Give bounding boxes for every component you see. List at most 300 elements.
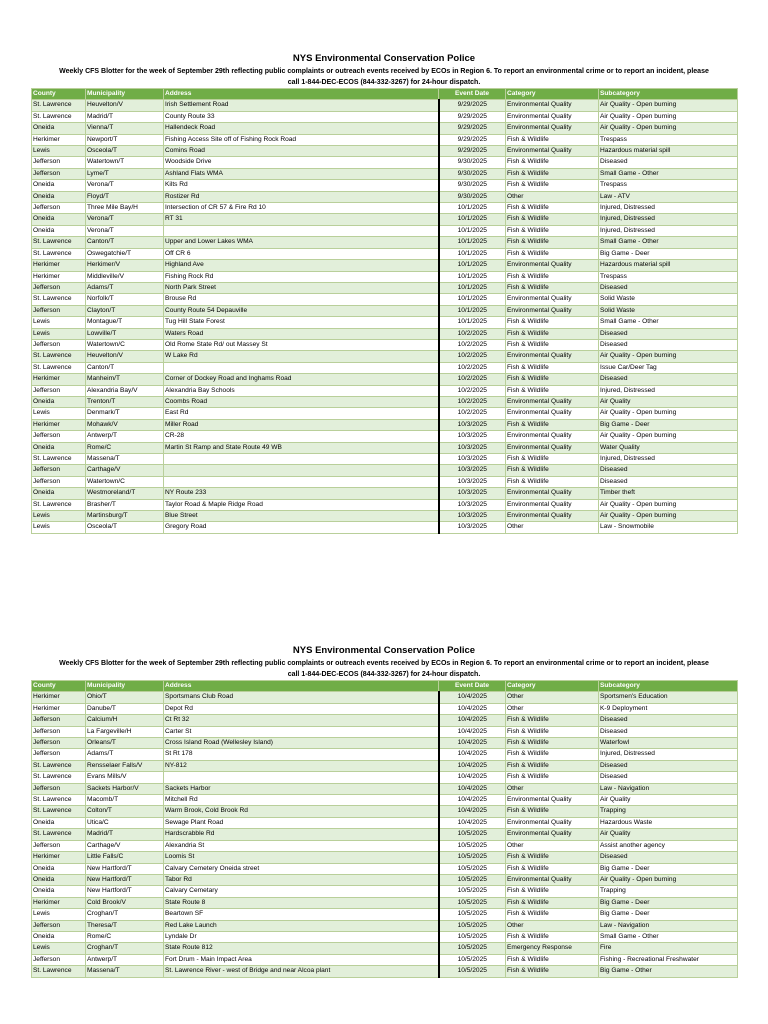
- subcategory-cell: Trespass: [599, 134, 738, 145]
- county-cell: St. Lawrence: [32, 829, 86, 840]
- event-date-cell: 10/4/2025: [439, 749, 506, 760]
- table-row: [32, 840, 738, 851]
- category-cell: Fish & Wildlife: [506, 168, 599, 179]
- address-cell: Taylor Road & Maple Ridge Road: [164, 499, 439, 510]
- table-row: [32, 123, 738, 134]
- table-row: [32, 134, 738, 145]
- event-date-cell: 9/29/2025: [439, 100, 506, 111]
- address-cell: Blue Street: [164, 511, 439, 522]
- table-row: [32, 146, 738, 157]
- table-row: [32, 499, 738, 510]
- category-cell: Fish & Wildlife: [506, 385, 599, 396]
- event-date-cell: 10/3/2025: [439, 431, 506, 442]
- category-cell: Environmental Quality: [506, 396, 599, 407]
- event-date-cell: 10/4/2025: [439, 692, 506, 703]
- municipality-cell: Madrid/T: [86, 829, 164, 840]
- subcategory-cell: Air Quality: [599, 795, 738, 806]
- county-cell: Herkimer: [32, 703, 86, 714]
- event-date-cell: 10/3/2025: [439, 454, 506, 465]
- category-cell: Fish & Wildlife: [506, 419, 599, 430]
- event-date-cell: 10/3/2025: [439, 511, 506, 522]
- event-date-cell: 10/5/2025: [439, 920, 506, 931]
- event-date-cell: 10/4/2025: [439, 760, 506, 771]
- event-date-cell: 10/4/2025: [439, 783, 506, 794]
- table-row: [32, 328, 738, 339]
- county-cell: Jefferson: [32, 954, 86, 965]
- municipality-cell: Little Falls/C: [86, 852, 164, 863]
- county-cell: Jefferson: [32, 726, 86, 737]
- subcategory-cell: Diseased: [599, 852, 738, 863]
- subcategory-cell: Air Quality: [599, 829, 738, 840]
- category-cell: Fish & Wildlife: [506, 760, 599, 771]
- county-cell: Jefferson: [32, 305, 86, 316]
- event-date-cell: 10/5/2025: [439, 829, 506, 840]
- subcategory-cell: Diseased: [599, 374, 738, 385]
- table-row: [32, 476, 738, 487]
- county-cell: Oneida: [32, 886, 86, 897]
- category-cell: Fish & Wildlife: [506, 738, 599, 749]
- event-date-cell: 10/1/2025: [439, 271, 506, 282]
- address-cell: [164, 465, 439, 476]
- address-cell: Fort Drum - Main Impact Area: [164, 954, 439, 965]
- subcategory-cell: Issue Car/Deer Tag: [599, 362, 738, 373]
- event-date-cell: 10/1/2025: [439, 214, 506, 225]
- subcategory-cell: Air Quality - Open burning: [599, 351, 738, 362]
- category-cell: Fish & Wildlife: [506, 454, 599, 465]
- category-cell: Environmental Quality: [506, 408, 599, 419]
- table-row: [32, 385, 738, 396]
- blotter-page-2: [31, 645, 737, 978]
- address-cell: Cross Island Road (Wellesley Island): [164, 738, 439, 749]
- event-date-cell: 10/1/2025: [439, 225, 506, 236]
- municipality-cell: New Hartford/T: [86, 863, 164, 874]
- county-cell: Herkimer: [32, 692, 86, 703]
- subcategory-cell: Assist another agency: [599, 840, 738, 851]
- category-cell: Fish & Wildlife: [506, 271, 599, 282]
- subcategory-cell: Injured, Distressed: [599, 749, 738, 760]
- county-cell: Lewis: [32, 943, 86, 954]
- subcategory-cell: Diseased: [599, 772, 738, 783]
- subcategory-cell: Small Game - Other: [599, 931, 738, 942]
- event-date-cell: 10/3/2025: [439, 465, 506, 476]
- event-date-cell: 10/2/2025: [439, 351, 506, 362]
- category-cell: Fish & Wildlife: [506, 954, 599, 965]
- event-date-cell: 10/4/2025: [439, 772, 506, 783]
- county-cell: Oneida: [32, 488, 86, 499]
- subcategory-cell: Small Game - Other: [599, 237, 738, 248]
- event-date-cell: 10/2/2025: [439, 362, 506, 373]
- blotter-page-1: [31, 53, 737, 534]
- table-row: [32, 920, 738, 931]
- municipality-cell: Montague/T: [86, 317, 164, 328]
- category-cell: Other: [506, 783, 599, 794]
- category-cell: Fish & Wildlife: [506, 214, 599, 225]
- address-cell: [164, 772, 439, 783]
- address-cell: [164, 454, 439, 465]
- category-cell: Fish & Wildlife: [506, 282, 599, 293]
- municipality-cell: Danube/T: [86, 703, 164, 714]
- table-row: [32, 738, 738, 749]
- category-cell: Other: [506, 920, 599, 931]
- county-cell: Oneida: [32, 863, 86, 874]
- address-cell: East Rd: [164, 408, 439, 419]
- address-cell: St. Lawrence River - west of Bridge and near Alcoa plant: [164, 966, 439, 977]
- municipality-cell: Clayton/T: [86, 305, 164, 316]
- event-date-cell: 9/29/2025: [439, 134, 506, 145]
- table-row: [32, 817, 738, 828]
- county-cell: Jefferson: [32, 282, 86, 293]
- column-header-category: Category: [506, 681, 599, 692]
- table-row: [32, 362, 738, 373]
- event-date-cell: 10/1/2025: [439, 248, 506, 259]
- municipality-cell: Ohio/T: [86, 692, 164, 703]
- subcategory-cell: Solid Waste: [599, 294, 738, 305]
- address-cell: [164, 476, 439, 487]
- address-cell: Corner of Dockey Road and Inghams Road: [164, 374, 439, 385]
- column-header-category: Category: [506, 89, 599, 100]
- event-date-cell: 10/4/2025: [439, 795, 506, 806]
- county-cell: Herkimer: [32, 852, 86, 863]
- category-cell: Environmental Quality: [506, 511, 599, 522]
- event-date-cell: 10/5/2025: [439, 954, 506, 965]
- subcategory-cell: Sportsmen's Education: [599, 692, 738, 703]
- table-row: [32, 954, 738, 965]
- table-row: [32, 966, 738, 977]
- event-date-cell: 10/1/2025: [439, 294, 506, 305]
- address-cell: Sportsmans Club Road: [164, 692, 439, 703]
- county-cell: Oneida: [32, 396, 86, 407]
- category-cell: Environmental Quality: [506, 488, 599, 499]
- county-cell: Jefferson: [32, 738, 86, 749]
- subcategory-cell: Air Quality - Open burning: [599, 408, 738, 419]
- subcategory-cell: Law - Navigation: [599, 920, 738, 931]
- county-cell: St. Lawrence: [32, 237, 86, 248]
- municipality-cell: Middleville/V: [86, 271, 164, 282]
- address-cell: Sackets Harbor: [164, 783, 439, 794]
- municipality-cell: Colton/T: [86, 806, 164, 817]
- address-cell: Coombs Road: [164, 396, 439, 407]
- municipality-cell: Newport/T: [86, 134, 164, 145]
- column-header-subcategory: Subcategory: [599, 681, 738, 692]
- category-cell: Fish & Wildlife: [506, 476, 599, 487]
- county-cell: Lewis: [32, 146, 86, 157]
- page-subtitle: [31, 67, 737, 88]
- page-title: NYS Environmental Conservation Police: [292, 53, 476, 64]
- category-cell: Fish & Wildlife: [506, 806, 599, 817]
- municipality-cell: Alexandria Bay/V: [86, 385, 164, 396]
- address-cell: Mitchell Rd: [164, 795, 439, 806]
- address-cell: Calvary Cemetery Oneida street: [164, 863, 439, 874]
- table-row: [32, 874, 738, 885]
- category-cell: Fish & Wildlife: [506, 225, 599, 236]
- county-cell: Oneida: [32, 123, 86, 134]
- table-row: [32, 795, 738, 806]
- address-cell: Lyndale Dr: [164, 931, 439, 942]
- county-cell: Oneida: [32, 931, 86, 942]
- event-date-cell: 10/3/2025: [439, 442, 506, 453]
- category-cell: Fish & Wildlife: [506, 897, 599, 908]
- table-body: [32, 100, 738, 533]
- municipality-cell: Floyd/T: [86, 191, 164, 202]
- county-cell: Herkimer: [32, 260, 86, 271]
- event-date-cell: 10/5/2025: [439, 874, 506, 885]
- column-header-subcategory: Subcategory: [599, 89, 738, 100]
- county-cell: Jefferson: [32, 476, 86, 487]
- county-cell: Herkimer: [32, 897, 86, 908]
- county-cell: Lewis: [32, 511, 86, 522]
- address-cell: North Park Street: [164, 282, 439, 293]
- table-row: [32, 454, 738, 465]
- table-row: [32, 465, 738, 476]
- address-cell: Tabor Rd: [164, 874, 439, 885]
- county-cell: Herkimer: [32, 374, 86, 385]
- event-date-cell: 9/29/2025: [439, 111, 506, 122]
- address-cell: Depot Rd: [164, 703, 439, 714]
- category-cell: Environmental Quality: [506, 260, 599, 271]
- table-row: [32, 419, 738, 430]
- municipality-cell: Rensselaer Falls/V: [86, 760, 164, 771]
- category-cell: Environmental Quality: [506, 431, 599, 442]
- page-subtitle: [31, 659, 737, 680]
- address-cell: W Lake Rd: [164, 351, 439, 362]
- municipality-cell: Verona/T: [86, 225, 164, 236]
- event-date-cell: 10/1/2025: [439, 260, 506, 271]
- address-cell: County Route 33: [164, 111, 439, 122]
- address-cell: Comins Road: [164, 146, 439, 157]
- subcategory-cell: Diseased: [599, 465, 738, 476]
- category-cell: Environmental Quality: [506, 294, 599, 305]
- subcategory-cell: Timber theft: [599, 488, 738, 499]
- table-row: [32, 715, 738, 726]
- county-cell: Oneida: [32, 874, 86, 885]
- table-row: [32, 339, 738, 350]
- subcategory-cell: Injured, Distressed: [599, 454, 738, 465]
- municipality-cell: Macomb/T: [86, 795, 164, 806]
- subcategory-cell: Air Quality - Open burning: [599, 431, 738, 442]
- event-date-cell: 10/5/2025: [439, 886, 506, 897]
- event-date-cell: 10/2/2025: [439, 385, 506, 396]
- subcategory-cell: Big Game - Deer: [599, 248, 738, 259]
- table-row: [32, 829, 738, 840]
- subtitle-line-2: call 1-844-DEC-ECOS (844-332-3267) for 24-hour dispatch.: [287, 670, 481, 678]
- table-header-row: [32, 89, 738, 100]
- event-date-cell: 9/29/2025: [439, 146, 506, 157]
- municipality-cell: Adams/T: [86, 282, 164, 293]
- county-cell: Jefferson: [32, 339, 86, 350]
- table-row: [32, 897, 738, 908]
- table-row: [32, 760, 738, 771]
- subcategory-cell: Solid Waste: [599, 305, 738, 316]
- municipality-cell: Evans Mills/V: [86, 772, 164, 783]
- category-cell: Fish & Wildlife: [506, 180, 599, 191]
- municipality-cell: New Hartford/T: [86, 886, 164, 897]
- table-row: [32, 909, 738, 920]
- category-cell: Environmental Quality: [506, 817, 599, 828]
- municipality-cell: Massena/T: [86, 454, 164, 465]
- municipality-cell: Westmoreland/T: [86, 488, 164, 499]
- subcategory-cell: Hazardous material spill: [599, 260, 738, 271]
- county-cell: St. Lawrence: [32, 499, 86, 510]
- subcategory-cell: Injured, Distressed: [599, 203, 738, 214]
- subcategory-cell: Trespass: [599, 271, 738, 282]
- county-cell: St. Lawrence: [32, 772, 86, 783]
- municipality-cell: Lyme/T: [86, 168, 164, 179]
- category-cell: Environmental Quality: [506, 111, 599, 122]
- table-row: [32, 214, 738, 225]
- table-row: [32, 772, 738, 783]
- municipality-cell: Adams/T: [86, 749, 164, 760]
- category-cell: Fish & Wildlife: [506, 772, 599, 783]
- event-date-cell: 9/30/2025: [439, 157, 506, 168]
- municipality-cell: Denmark/T: [86, 408, 164, 419]
- subcategory-cell: Diseased: [599, 339, 738, 350]
- event-date-cell: 10/4/2025: [439, 806, 506, 817]
- subcategory-cell: Waterfowl: [599, 738, 738, 749]
- county-cell: Oneida: [32, 214, 86, 225]
- county-cell: St. Lawrence: [32, 454, 86, 465]
- subcategory-cell: Trapping: [599, 886, 738, 897]
- municipality-cell: Rome/C: [86, 442, 164, 453]
- address-cell: Kilts Rd: [164, 180, 439, 191]
- address-cell: Irish Settlement Road: [164, 100, 439, 111]
- category-cell: Fish & Wildlife: [506, 203, 599, 214]
- county-cell: Jefferson: [32, 385, 86, 396]
- category-cell: Environmental Quality: [506, 146, 599, 157]
- address-cell: Waters Road: [164, 328, 439, 339]
- county-cell: Lewis: [32, 909, 86, 920]
- address-cell: CR-28: [164, 431, 439, 442]
- municipality-cell: Osceola/T: [86, 146, 164, 157]
- subtitle-line-1: Weekly CFS Blotter for the week of September 29th reflecting public complaints or outreach events received by ECOs in Region 6. To report an environmental crime or to report an incident, please: [59, 68, 709, 75]
- subcategory-cell: Injured, Distressed: [599, 225, 738, 236]
- county-cell: Jefferson: [32, 157, 86, 168]
- category-cell: Environmental Quality: [506, 123, 599, 134]
- category-cell: Environmental Quality: [506, 305, 599, 316]
- event-date-cell: 10/5/2025: [439, 966, 506, 977]
- event-date-cell: 10/1/2025: [439, 282, 506, 293]
- address-cell: Gregory Road: [164, 522, 439, 533]
- county-cell: St. Lawrence: [32, 806, 86, 817]
- municipality-cell: Trenton/T: [86, 396, 164, 407]
- category-cell: Other: [506, 522, 599, 533]
- address-cell: Sewage Plant Road: [164, 817, 439, 828]
- table-row: [32, 852, 738, 863]
- subcategory-cell: Law - Snowmobile: [599, 522, 738, 533]
- municipality-cell: Osceola/T: [86, 522, 164, 533]
- blotter-table: [31, 680, 738, 978]
- category-cell: Fish & Wildlife: [506, 749, 599, 760]
- address-cell: Calvary Cemetary: [164, 886, 439, 897]
- address-cell: State Route 8: [164, 897, 439, 908]
- subcategory-cell: Diseased: [599, 476, 738, 487]
- subcategory-cell: Air Quality - Open burning: [599, 511, 738, 522]
- county-cell: Jefferson: [32, 840, 86, 851]
- category-cell: Environmental Quality: [506, 351, 599, 362]
- event-date-cell: 10/5/2025: [439, 852, 506, 863]
- municipality-cell: Canton/T: [86, 362, 164, 373]
- municipality-cell: Herkimer/V: [86, 260, 164, 271]
- event-date-cell: 10/3/2025: [439, 522, 506, 533]
- table-row: [32, 225, 738, 236]
- category-cell: Fish & Wildlife: [506, 157, 599, 168]
- municipality-cell: Rome/C: [86, 931, 164, 942]
- table-row: [32, 168, 738, 179]
- county-cell: Oneida: [32, 442, 86, 453]
- county-cell: St. Lawrence: [32, 111, 86, 122]
- category-cell: Other: [506, 692, 599, 703]
- municipality-cell: Watertown/C: [86, 339, 164, 350]
- event-date-cell: 10/2/2025: [439, 374, 506, 385]
- address-cell: RT 31: [164, 214, 439, 225]
- table-row: [32, 396, 738, 407]
- event-date-cell: 10/1/2025: [439, 203, 506, 214]
- subcategory-cell: Air Quality - Open burning: [599, 123, 738, 134]
- municipality-cell: Antwerp/T: [86, 954, 164, 965]
- county-cell: Lewis: [32, 408, 86, 419]
- event-date-cell: 9/29/2025: [439, 123, 506, 134]
- blotter-table: [31, 88, 738, 534]
- subcategory-cell: Air Quality - Open burning: [599, 100, 738, 111]
- table-row: [32, 203, 738, 214]
- category-cell: Fish & Wildlife: [506, 726, 599, 737]
- subcategory-cell: Big Game - Other: [599, 966, 738, 977]
- category-cell: Environmental Quality: [506, 874, 599, 885]
- municipality-cell: Antwerp/T: [86, 431, 164, 442]
- event-date-cell: 10/3/2025: [439, 476, 506, 487]
- address-cell: Ashland Flats WMA: [164, 168, 439, 179]
- subcategory-cell: Diseased: [599, 726, 738, 737]
- address-cell: Alexandria St: [164, 840, 439, 851]
- category-cell: Fish & Wildlife: [506, 248, 599, 259]
- category-cell: Fish & Wildlife: [506, 237, 599, 248]
- category-cell: Fish & Wildlife: [506, 362, 599, 373]
- municipality-cell: Croghan/T: [86, 909, 164, 920]
- municipality-cell: Oswegatchie/T: [86, 248, 164, 259]
- table-header-row: [32, 681, 738, 692]
- municipality-cell: Manheim/T: [86, 374, 164, 385]
- municipality-cell: Watertown/T: [86, 157, 164, 168]
- municipality-cell: Madrid/T: [86, 111, 164, 122]
- table-body: [32, 692, 738, 977]
- table-row: [32, 248, 738, 259]
- county-cell: St. Lawrence: [32, 966, 86, 977]
- table-row: [32, 305, 738, 316]
- county-cell: Oneida: [32, 191, 86, 202]
- county-cell: Lewis: [32, 317, 86, 328]
- county-cell: Herkimer: [32, 419, 86, 430]
- table-row: [32, 271, 738, 282]
- municipality-cell: La Fargeville/H: [86, 726, 164, 737]
- category-cell: Environmental Quality: [506, 795, 599, 806]
- address-cell: Red Lake Launch: [164, 920, 439, 931]
- category-cell: Emergency Response: [506, 943, 599, 954]
- subcategory-cell: Air Quality: [599, 396, 738, 407]
- subcategory-cell: Diseased: [599, 760, 738, 771]
- municipality-cell: Orleans/T: [86, 738, 164, 749]
- table-row: [32, 260, 738, 271]
- subcategory-cell: Air Quality - Open burning: [599, 111, 738, 122]
- county-cell: Oneida: [32, 180, 86, 191]
- address-cell: Loomis St: [164, 852, 439, 863]
- county-cell: Jefferson: [32, 465, 86, 476]
- event-date-cell: 10/3/2025: [439, 488, 506, 499]
- event-date-cell: 10/1/2025: [439, 305, 506, 316]
- subcategory-cell: Diseased: [599, 328, 738, 339]
- category-cell: Other: [506, 191, 599, 202]
- subcategory-cell: K-9 Deployment: [599, 703, 738, 714]
- address-cell: Beartown SF: [164, 909, 439, 920]
- subcategory-cell: Air Quality - Open burning: [599, 874, 738, 885]
